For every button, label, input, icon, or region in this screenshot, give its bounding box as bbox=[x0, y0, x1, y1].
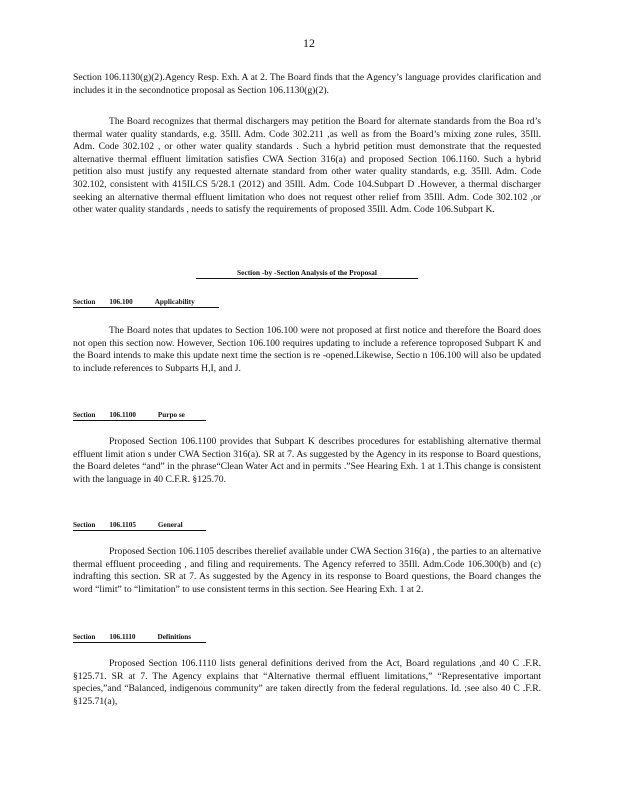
section-heading-general bbox=[73, 521, 206, 531]
paragraph-general: Proposed Section 106.1105 describes therelief available under CWA Section 316(a) , the parties to an alternative thermal effluent proceeding , and filing and requirements. The Agency referred to 35Ill. Adm.Code 106.300(b) and (c) indrafting this section. SR at 7. As suggested by the Agency in its response to Board questions, the Board changes the word “limit” to “limitation” to use consistent terms in this section. See Hearing Exh. 1 at 2. bbox=[73, 546, 541, 595]
section-heading-number: 106.1105 bbox=[109, 521, 136, 529]
page-number: 12 bbox=[303, 36, 315, 50]
section-heading-word: Section bbox=[73, 633, 96, 641]
section-heading-applicability bbox=[73, 298, 219, 308]
paragraph-agency-response: Section 106.1130(g)(2).Agency Resp. Exh. A at 2. The Board finds that the Agency’s language provides clarification and includes it in the secondnotice proposal as Section 106.1130(g)(2). bbox=[73, 72, 541, 96]
section-heading-number: 106.100 bbox=[109, 298, 133, 306]
section-heading-number: 106.1110 bbox=[109, 633, 136, 641]
section-heading-word: Section bbox=[73, 298, 96, 306]
paragraph-definitions: Proposed Section 106.1110 lists general definitions derived from the Act, Board regulations ,and 40 C .F.R. §125.71. SR at 7. The Agency explains that “Alternative thermal effluent limitations,” “Representative important species,”and “Balanced, indigenous community” are taken directly from the federal regulations. Id. ;see also 40 C .F.R. §125.71(a), bbox=[73, 658, 541, 707]
section-heading-definitions bbox=[73, 633, 206, 643]
section-heading-title: General bbox=[157, 521, 183, 529]
section-heading-number: 106.1100 bbox=[109, 411, 136, 419]
section-analysis-heading: Section -by -Section Analysis of the Proposal bbox=[196, 268, 418, 279]
section-heading-purpose bbox=[73, 411, 206, 421]
section-heading-word: Section bbox=[73, 521, 96, 529]
paragraph-purpose: Proposed Section 106.1100 provides that Subpart K describes procedures for establishing alternative thermal effluent limit ation s under CWA Section 316(a). SR at 7. As suggested by the Agency in its response to Board questions, the Board deletes “and” in the phrase“Clean Water Act and in permits .”See Hearing Exh. 1 at 1.This change is consistent with the language in 40 C.F.R. §125.70. bbox=[73, 436, 541, 485]
section-heading-title: Purpo se bbox=[157, 411, 185, 419]
paragraph-hybrid-petition: The Board recognizes that thermal dischargers may petition the Board for alternate standards from the Boa rd’s thermal water quality standards, e.g. 35Ill. Adm. Code 302.211 ,as well as from the Board’s mixing zone rules, 35Ill. Adm. Code 302.102 , or other water quality standards . Such a hybrid petition must demonstrate that the requested alternative thermal effluent limitation satisfies CWA Section 316(a) and proposed Section 106.1160. Such a hybrid petition also must justify any requested alternate standard from other water quality standards, e.g. 35Ill. Adm. Code 302.102, consistent with 415ILCS 5/28.1 (2012) and 35Ill. Adm. Code 104.Subpart D .However, a thermal discharger seeking an alternative thermal effluent limitation who does not request other relief from 35Ill. Adm. Code 302.102 ,or other water quality standards , needs to satisfy the requirements of proposed 35Ill. Adm. Code 106.Subpart K. bbox=[73, 116, 541, 216]
paragraph-applicability: The Board notes that updates to Section 106.100 were not proposed at first notice and therefore the Board does not open this section now. However, Section 106.100 requires updating to include a reference toproposed Subpart K and the Board intends to make this update next time the section is re -opened.Likewise, Sectio n 106.100 will also be updated to include references to Subparts H,I, and J. bbox=[73, 325, 541, 374]
section-heading-title: Applicability bbox=[154, 298, 195, 306]
section-heading-word: Section bbox=[73, 411, 96, 419]
section-heading-title: Definitions bbox=[157, 633, 192, 641]
